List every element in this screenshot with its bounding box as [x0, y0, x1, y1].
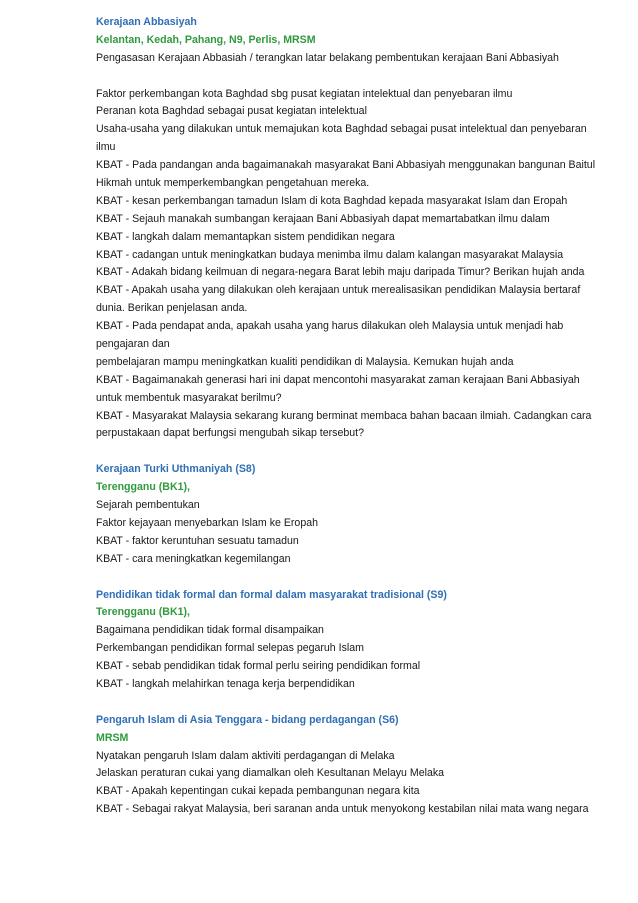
- text-line: Nyatakan pengaruh Islam dalam aktiviti perdagangan di Melaka: [96, 749, 395, 762]
- section-subtitle: Terengganu (BK1),: [96, 481, 190, 494]
- text-line: dunia. Berikan penjelasan anda.: [96, 302, 248, 315]
- section-kerajaan-abbasiyah: [96, 14, 616, 443]
- text-line: KBAT - Pada pendapat anda, apakah usaha yang harus dilakukan oleh Malaysia untuk menjadi hab: [96, 320, 564, 333]
- text-line: KBAT - Bagaimanakah generasi hari ini dapat mencontohi masyarakat zaman kerajaan Bani Abbasiyah: [96, 373, 580, 386]
- text-line: KBAT - Apakah kepentingan cukai kepada pembangunan negara kita: [96, 785, 420, 798]
- text-line: pembelajaran mampu meningkatkan kualiti pendidikan di Malaysia. Kemukan hujah anda: [96, 355, 514, 368]
- text-line: Perkembangan pendidikan formal selepas pegaruh Islam: [96, 642, 364, 655]
- text-line: ilmu: [96, 141, 116, 154]
- text-line: KBAT - Adakah bidang keilmuan di negara-negara Barat lebih maju daripada Timur? Berikan hujah anda: [96, 266, 585, 279]
- text-line: KBAT - Pada pandangan anda bagaimanakah masyarakat Bani Abbasiyah menggunakan bangunan Baitul: [96, 159, 596, 172]
- text-line: KBAT - faktor keruntuhan sesuatu tamadun: [96, 534, 299, 547]
- section-spacer: [96, 443, 616, 461]
- text-line: perpustakaan dapat berfungsi mengubah sikap tersebut?: [96, 427, 364, 440]
- text-line: KBAT - Sebagai rakyat Malaysia, beri saranan anda untuk menyokong kestabilan nilai mata wang negara: [96, 803, 589, 816]
- text-line: KBAT - Apakah usaha yang dilakukan oleh kerajaan untuk merealisasikan pendidikan Malaysia bertaraf: [96, 284, 581, 297]
- text-line: Faktor perkembangan kota Baghdad sbg pusat kegiatan intelektual dan penyebaran ilmu: [96, 87, 513, 100]
- text-line: KBAT - langkah dalam memantapkan sistem pendidikan negara: [96, 230, 395, 243]
- section-title: Pengaruh Islam di Asia Tenggara - bidang perdagangan (S6): [96, 713, 399, 726]
- section-subtitle: Kelantan, Kedah, Pahang, N9, Perlis, MRSM: [96, 33, 316, 46]
- text-line: KBAT - kesan perkembangan tamadun Islam di kota Baghdad kepada masyarakat Islam dan Eropah: [96, 194, 568, 207]
- section-spacer: [96, 694, 616, 712]
- text-line: KBAT - langkah melahirkan tenaga kerja berpendidikan: [96, 677, 355, 690]
- text-line: KBAT - sebab pendidikan tidak formal perlu seiring pendidikan formal: [96, 660, 421, 673]
- section-subtitle: Terengganu (BK1),: [96, 606, 190, 619]
- section-pendidikan-tidak-formal: [96, 587, 616, 694]
- text-line: pengajaran dan: [96, 338, 170, 351]
- document-page: [96, 14, 616, 819]
- text-line: Hikmah untuk memperkembangkan pengetahuan mereka.: [96, 177, 370, 190]
- text-line: untuk membentuk masyarakat berilmu?: [96, 391, 282, 404]
- text-line: Faktor kejayaan menyebarkan Islam ke Eropah: [96, 516, 318, 529]
- blank-line: [96, 68, 616, 86]
- section-pengaruh-islam-asia-tenggara: [96, 712, 616, 819]
- section-kerajaan-turki-uthmaniyah: [96, 461, 616, 568]
- text-line: Peranan kota Baghdad sebagai pusat kegiatan intelektual: [96, 105, 367, 118]
- section-spacer: [96, 569, 616, 587]
- section-title: Kerajaan Turki Uthmaniyah (S8): [96, 463, 256, 476]
- section-title: Pendidikan tidak formal dan formal dalam masyarakat tradisional (S9): [96, 588, 447, 601]
- text-line: KBAT - cadangan untuk meningkatkan budaya menimba ilmu dalam kalangan masyarakat Malaysia: [96, 248, 564, 261]
- text-line: Bagaimana pendidikan tidak formal disampaikan: [96, 624, 324, 637]
- text-line: Sejarah pembentukan: [96, 499, 200, 512]
- text-line: KBAT - Masyarakat Malaysia sekarang kurang berminat membaca bahan bacaan ilmiah. Cadangkan cara: [96, 409, 592, 422]
- text-line: Usaha-usaha yang dilakukan untuk memajukan kota Baghdad sebagai pusat intelektual dan penyebaran: [96, 123, 587, 136]
- text-line: Pengasasan Kerajaan Abbasiah / terangkan latar belakang pembentukan kerajaan Bani Abbasiyah: [96, 51, 559, 64]
- text-line: KBAT - Sejauh manakah sumbangan kerajaan Bani Abbasiyah dapat memartabatkan ilmu dalam: [96, 212, 550, 225]
- section-subtitle: MRSM: [96, 731, 129, 744]
- text-line: KBAT - cara meningkatkan kegemilangan: [96, 552, 291, 565]
- text-line: Jelaskan peraturan cukai yang diamalkan oleh Kesultanan Melayu Melaka: [96, 767, 445, 780]
- section-title: Kerajaan Abbasiyah: [96, 16, 197, 28]
